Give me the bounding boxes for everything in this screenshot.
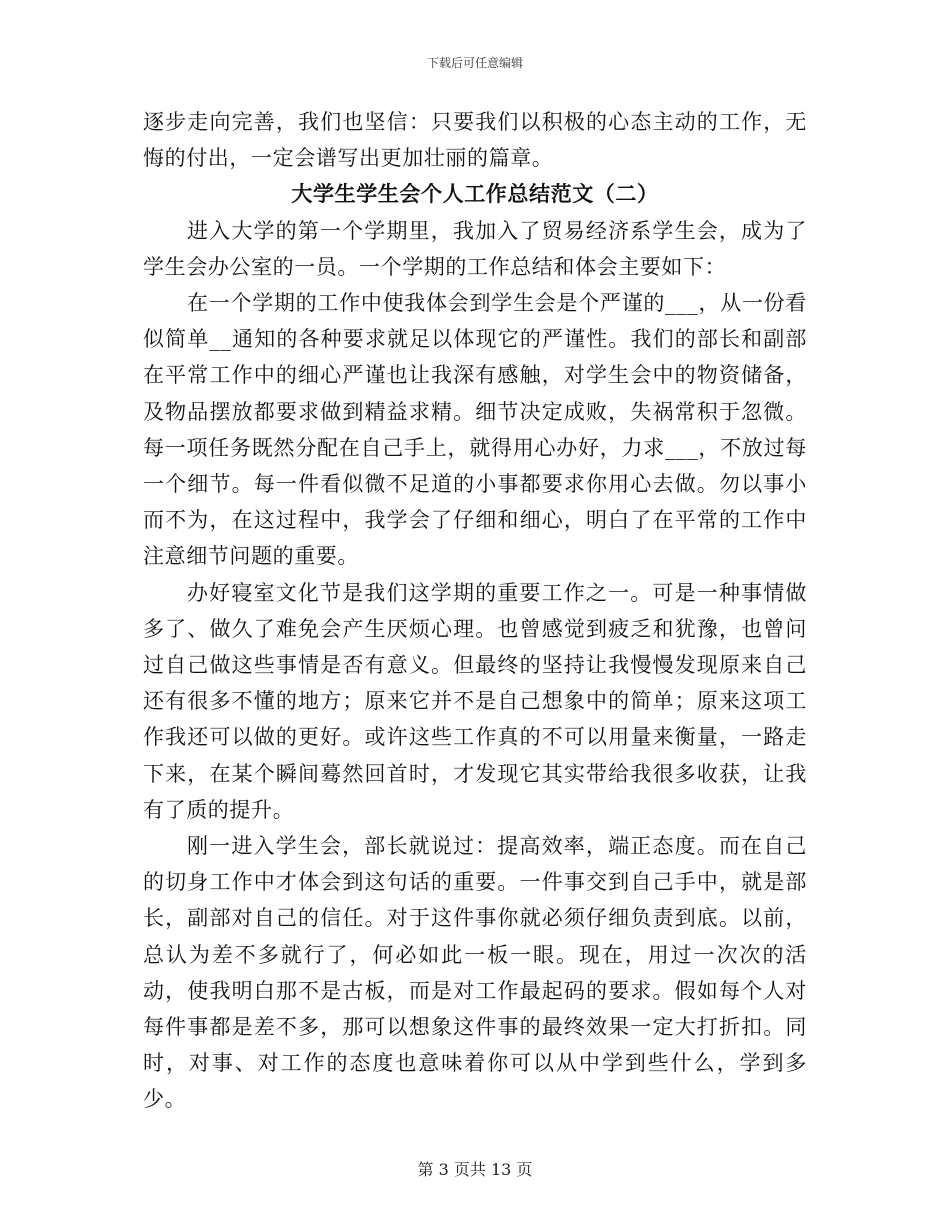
paragraph-rigor: 在一个学期的工作中使我体会到学生会是个严谨的___，从一份看似简单__通知的各种要求就足以体现它的严谨性。我们的部长和副部在平常工作中的细心严谨也让我深有感触，对学生会中的物资储备，及物品摆放都要求做到精益求精。细节决定成败，失祸常积于忽微。每一项任务既然分配在自己手上，就得用心办好，力求___，不放过每一个细节。每一件看似微不足道的小事都要求你用心去做。勿以事小而不为，在这过程中，我学会了仔细和细心，明白了在平常的工作中注意细节问题的重要。 bbox=[143, 291, 807, 569]
section-title: 大学生学生会个人工作总结范文（二） bbox=[291, 181, 659, 207]
page-number: 第 3 页共 13 页 bbox=[417, 1160, 533, 1179]
page-header: 下载后可任意编辑 bbox=[426, 56, 523, 70]
document-body bbox=[143, 104, 807, 1118]
paragraph-dorm-festival: 办好寝室文化节是我们这学期的重要工作之一。可是一种事情做多了、做久了难免会产生厌烦心理。也曾感觉到疲乏和犹豫，也曾问过自己做这些事情是否有意义。但最终的坚持让我慢慢发现原来自己还有很多不懂的地方；原来它并不是自己想象中的简单；原来这项工作我还可以做的更好。或许这些工作真的不可以用量来衡量，一路走下来，在某个瞬间蓦然回首时，才发现它其实带给我很多收获，让我有了质的提升。 bbox=[143, 580, 807, 822]
paragraph-intro: 进入大学的第一个学期里，我加入了贸易经济系学生会，成为了学生会办公室的一员。一个学期的工作总结和体会主要如下： bbox=[143, 218, 807, 279]
paragraph-efficiency: 刚一进入学生会，部长就说过：提高效率，端正态度。而在自己的切身工作中才体会到这句话的重要。一件事交到自己手中，就是部长，副部对自己的信任。对于这件事你就必须仔细负责到底。以前，总认为差不多就行了，何必如此一板一眼。现在，用过一次次的活动，使我明白那不是古板，而是对工作最起码的要求。假如每个人对每件事都是差不多，那可以想象这件事的最终效果一定大打折扣。同时，对事、对工作的态度也意味着你可以从中学到些什么，学到多少。 bbox=[143, 834, 807, 1112]
paragraph-continuation: 逐步走向完善，我们也坚信：只要我们以积极的心态主动的工作，无悔的付出，一定会谱写出更加壮丽的篇章。 bbox=[143, 110, 807, 171]
